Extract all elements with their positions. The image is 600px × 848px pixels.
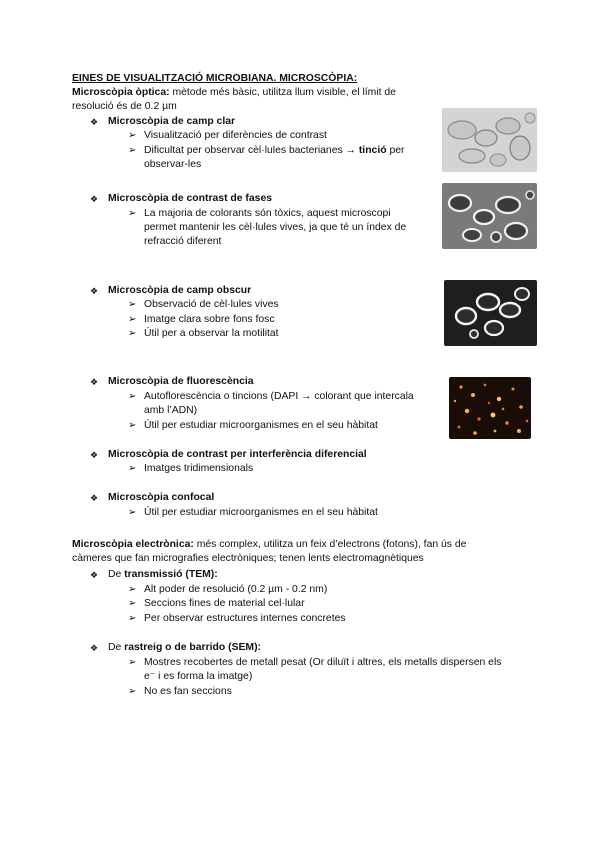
tem-prefix: De — [108, 569, 125, 580]
tem-heading: transmissió (TEM): — [124, 569, 218, 580]
arrow-bullet-icon: ➢ — [128, 598, 137, 609]
sem-heading: rastreig o de barrido (SEM): — [124, 642, 262, 653]
page-title: EINES DE VISUALITZACIÓ MICROBIANA. MICROSCÒPIA: — [72, 73, 358, 84]
electronica-label: Microscòpia electrònica: — [72, 539, 194, 550]
fluor-heading: Microscòpia de fluorescència — [108, 376, 254, 387]
tem-item-1: Alt poder de resolució (0.2 µm - 0.2 nm) — [144, 584, 328, 595]
confocal-item-1: Útil per estudiar microorganismes en el seu hàbitat — [144, 507, 378, 518]
obscur-item-1: Observació de cèl·lules vives — [144, 299, 279, 310]
tem-heading-line — [108, 568, 218, 582]
optica-desc-1: mètode més bàsic, utilitza llum visible, el límit de — [169, 87, 396, 98]
arrow-bullet-icon: ➢ — [128, 299, 137, 310]
obscur-heading: Microscòpia de camp obscur — [108, 285, 252, 296]
tem-item-2: Seccions fines de material cel·lular — [144, 598, 305, 609]
diamond-bullet-icon: ❖ — [90, 643, 99, 653]
dark-field-micrograph — [444, 280, 537, 346]
electronica-paragraph — [72, 538, 466, 552]
tincio-term: tinció — [358, 145, 387, 156]
fases-line-1: La majoria de colorants són tòxics, aquest microscopi — [144, 208, 391, 219]
interf-heading: Microscòpia de contrast per interferència diferencial — [108, 449, 367, 460]
sem-prefix: De — [108, 642, 125, 653]
arrow-bullet-icon: ➢ — [128, 507, 137, 518]
sem-item-1: Mostres recobertes de metall pesat (Or diluït i altres, els metalls dispersen els — [144, 657, 502, 668]
fases-line-2: permet mantenir les cèl·lules vives, ja que té un índex de — [144, 222, 407, 233]
arrow-bullet-icon: ➢ — [128, 130, 137, 141]
arrow-bullet-icon: ➢ — [128, 420, 137, 431]
diamond-bullet-icon: ❖ — [90, 194, 99, 204]
obscur-item-2: Imatge clara sobre fons fosc — [144, 314, 275, 325]
arrow-bullet-icon: ➢ — [128, 584, 137, 595]
camp-clar-item-2-cont: observar-les — [144, 159, 202, 170]
diamond-bullet-icon: ❖ — [90, 450, 99, 460]
diamond-bullet-icon: ❖ — [90, 493, 99, 503]
fases-line-3: refracció diferent — [144, 236, 222, 247]
arrow-bullet-icon: ➢ — [128, 208, 137, 219]
camp-clar-heading: Microscòpia de camp clar — [108, 116, 236, 127]
optica-paragraph — [72, 86, 396, 100]
phase-contrast-micrograph — [442, 183, 537, 249]
sem-heading-line — [108, 641, 261, 655]
diamond-bullet-icon: ❖ — [90, 377, 99, 387]
fluorescence-micrograph — [449, 377, 531, 439]
fluor-item-1: Autoflorescència o tincions (DAPI → colorant que intercala — [144, 391, 414, 402]
sem-item-2: No es fan seccions — [144, 686, 232, 697]
diamond-bullet-icon: ❖ — [90, 570, 99, 580]
sem-item-1-cont: e⁻ i es forma la imatge) — [144, 671, 253, 682]
bright-field-micrograph — [442, 108, 537, 172]
optica-label: Microscòpia òptica: — [72, 87, 170, 98]
arrow-bullet-icon: ➢ — [128, 391, 137, 402]
fluor-item-2: Útil per estudiar microorganismes en el seu hàbitat — [144, 420, 378, 431]
optica-desc-2: resolució és de 0.2 µm — [72, 101, 177, 112]
electronica-desc-2: càmeres que fan micrografies electròniques; tenen lents electromagnètiques — [72, 553, 424, 564]
arrow-bullet-icon: ➢ — [128, 657, 137, 668]
interf-item-1: Imatges tridimensionals — [144, 463, 254, 474]
arrow-bullet-icon: ➢ — [128, 314, 137, 325]
camp-clar-item-2-end: per — [386, 145, 405, 156]
arrow-bullet-icon: ➢ — [128, 145, 137, 156]
arrow-bullet-icon: ➢ — [128, 463, 137, 474]
fluor-item-1-cont: amb l’ADN) — [144, 405, 198, 416]
arrow-bullet-icon: ➢ — [128, 613, 137, 624]
diamond-bullet-icon: ❖ — [90, 286, 99, 296]
fases-heading: Microscòpia de contrast de fases — [108, 193, 272, 204]
electronica-desc-1: més complex, utilitza un feix d’electrons (fotons), fan ús de — [193, 539, 467, 550]
camp-clar-item-1: Visualització per diferències de contrast — [144, 130, 327, 141]
arrow-bullet-icon: ➢ — [128, 686, 137, 697]
confocal-heading: Microscòpia confocal — [108, 492, 215, 503]
arrow-bullet-icon: ➢ — [128, 328, 137, 339]
obscur-item-3: Útil per a observar la motilitat — [144, 328, 279, 339]
camp-clar-item-2-text: Dificultat per observar cèl·lules bacterianes → — [144, 145, 359, 156]
diamond-bullet-icon: ❖ — [90, 117, 99, 127]
camp-clar-item-2 — [144, 144, 404, 158]
tem-item-3: Per observar estructures internes concretes — [144, 613, 346, 624]
